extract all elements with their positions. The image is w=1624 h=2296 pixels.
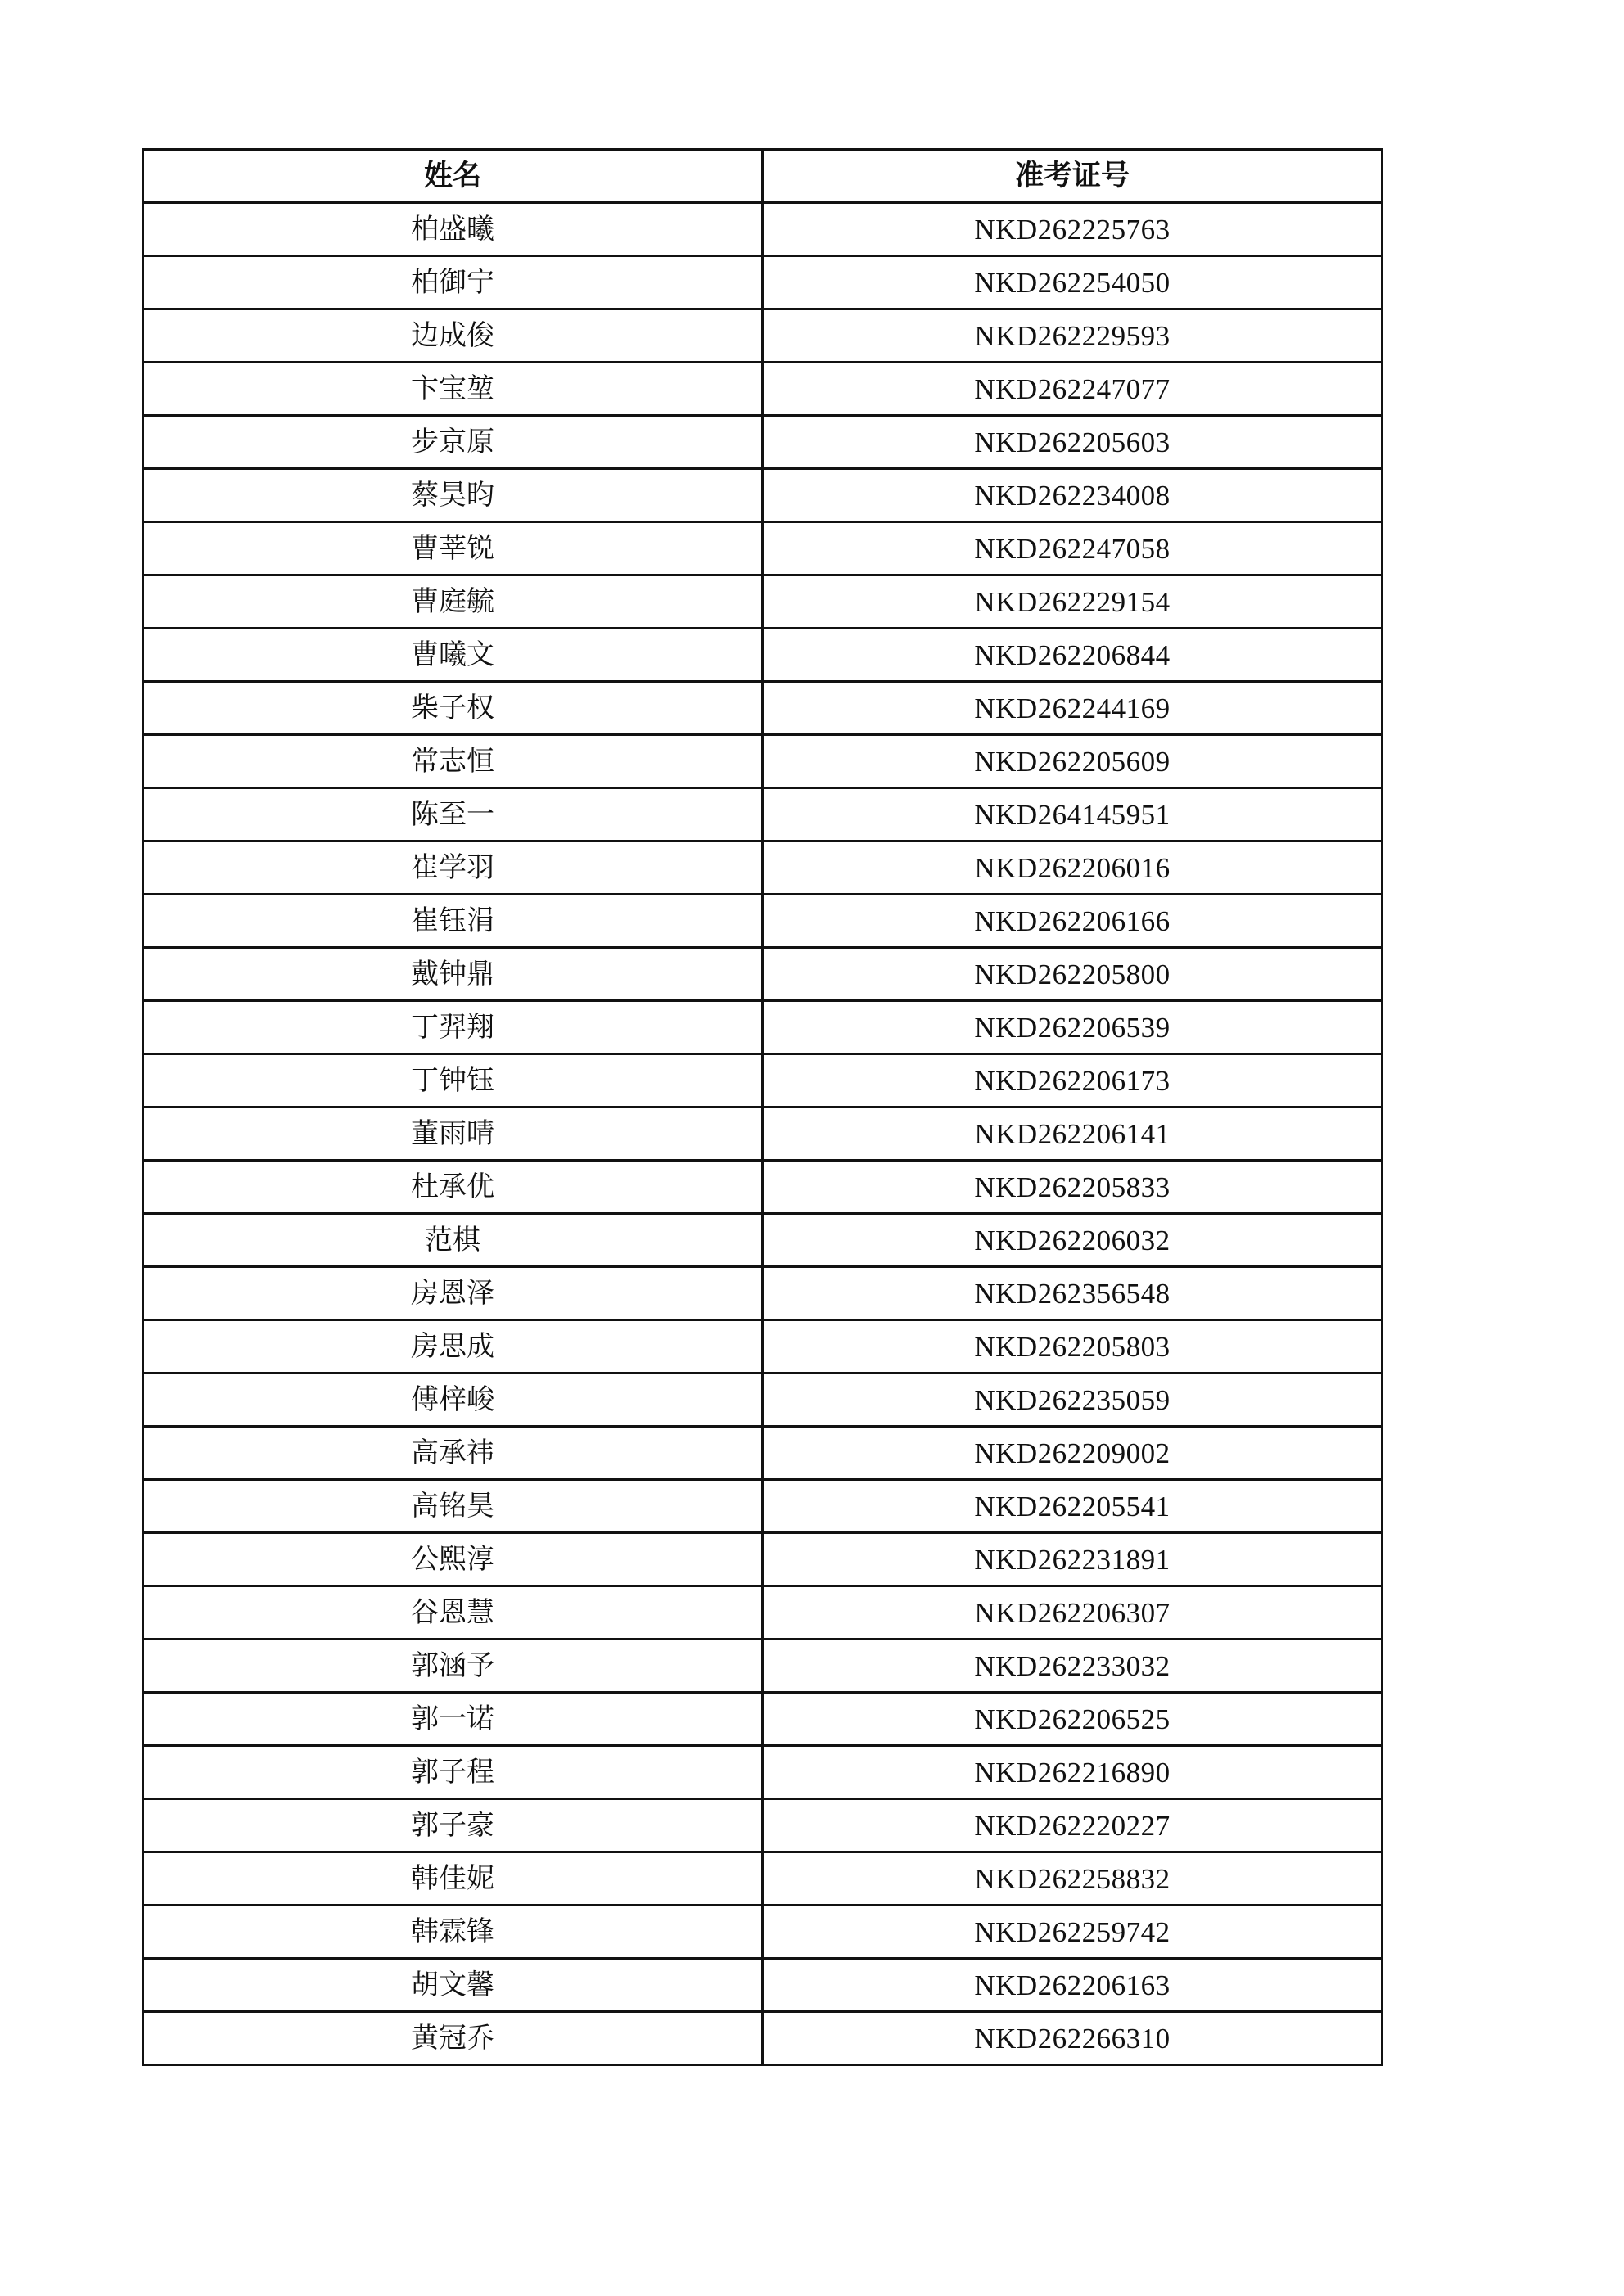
candidate-name: 郭子豪: [143, 1799, 763, 1852]
candidate-exam-id: NKD262229593: [763, 309, 1383, 363]
table-row: [143, 948, 1383, 1001]
table-row: [143, 522, 1383, 575]
candidate-exam-id: NKD262206141: [763, 1107, 1383, 1161]
candidate-name: 曹曦文: [143, 629, 763, 682]
candidate-exam-id: NKD262206844: [763, 629, 1383, 682]
candidate-name: 丁羿翔: [143, 1001, 763, 1054]
candidate-exam-id: NKD262205800: [763, 948, 1383, 1001]
table-row: [143, 841, 1383, 895]
candidate-exam-id: NKD262356548: [763, 1267, 1383, 1320]
candidate-name: 柴子权: [143, 682, 763, 735]
table-row: [143, 1959, 1383, 2012]
table-header-row: [143, 150, 1383, 203]
table-row: [143, 575, 1383, 629]
table-row: [143, 1746, 1383, 1799]
candidate-exam-id: NKD262216890: [763, 1746, 1383, 1799]
candidate-exam-id: NKD262205803: [763, 1320, 1383, 1374]
candidate-name: 韩佳妮: [143, 1852, 763, 1906]
candidate-name: 柏盛曦: [143, 203, 763, 256]
candidate-name: 谷恩慧: [143, 1586, 763, 1640]
candidate-exam-id: NKD262247077: [763, 363, 1383, 416]
candidate-exam-id: NKD262206173: [763, 1054, 1383, 1107]
candidate-exam-id: NKD262259742: [763, 1906, 1383, 1959]
candidate-name: 杜承优: [143, 1161, 763, 1214]
table-row: [143, 1214, 1383, 1267]
candidate-exam-id: NKD262206166: [763, 895, 1383, 948]
table-row: [143, 1852, 1383, 1906]
table-row: [143, 1480, 1383, 1533]
candidate-exam-id: NKD262225763: [763, 203, 1383, 256]
candidate-name: 公熙淳: [143, 1533, 763, 1586]
candidate-exam-id: NKD262254050: [763, 256, 1383, 309]
table-row: [143, 1586, 1383, 1640]
table-row: [143, 1267, 1383, 1320]
candidate-exam-id: NKD262209002: [763, 1427, 1383, 1480]
table-row: [143, 256, 1383, 309]
candidate-exam-id: NKD262266310: [763, 2012, 1383, 2065]
candidate-name: 步京原: [143, 416, 763, 469]
table-row: [143, 1320, 1383, 1374]
candidate-exam-id: NKD262205541: [763, 1480, 1383, 1533]
candidate-exam-id: NKD262205833: [763, 1161, 1383, 1214]
table-row: [143, 203, 1383, 256]
candidate-name: 范棋: [143, 1214, 763, 1267]
table-row: [143, 416, 1383, 469]
candidate-name: 卞宝堃: [143, 363, 763, 416]
candidate-exam-id: NKD264145951: [763, 788, 1383, 841]
table-row: [143, 1906, 1383, 1959]
table-row: [143, 1799, 1383, 1852]
candidate-exam-id: NKD262206525: [763, 1693, 1383, 1746]
table-row: [143, 1533, 1383, 1586]
candidate-name: 崔钰涓: [143, 895, 763, 948]
table-row: [143, 1374, 1383, 1427]
table-row: [143, 1107, 1383, 1161]
table-row: [143, 788, 1383, 841]
table-row: [143, 682, 1383, 735]
table-row: [143, 1640, 1383, 1693]
candidate-name: 高承祎: [143, 1427, 763, 1480]
candidate-name: 郭子程: [143, 1746, 763, 1799]
candidate-exam-id: NKD262244169: [763, 682, 1383, 735]
candidate-exam-id: NKD262206016: [763, 841, 1383, 895]
candidate-exam-id: NKD262258832: [763, 1852, 1383, 1906]
candidate-exam-id: NKD262206032: [763, 1214, 1383, 1267]
candidate-name: 柏御宁: [143, 256, 763, 309]
candidate-name: 黄冠乔: [143, 2012, 763, 2065]
candidate-name: 傅梓峻: [143, 1374, 763, 1427]
candidate-exam-id: NKD262229154: [763, 575, 1383, 629]
candidate-exam-id: NKD262206539: [763, 1001, 1383, 1054]
table-body: [143, 203, 1383, 2065]
candidate-name: 董雨晴: [143, 1107, 763, 1161]
table-row: [143, 469, 1383, 522]
table-row: [143, 363, 1383, 416]
candidate-exam-id: NKD262206163: [763, 1959, 1383, 2012]
candidate-name: 胡文馨: [143, 1959, 763, 2012]
candidate-exam-id: NKD262235059: [763, 1374, 1383, 1427]
table-row: [143, 735, 1383, 788]
candidate-exam-id: NKD262220227: [763, 1799, 1383, 1852]
candidate-exam-id: NKD262234008: [763, 469, 1383, 522]
candidate-name: 戴钟鼎: [143, 948, 763, 1001]
table-row: [143, 309, 1383, 363]
candidate-name: 陈至一: [143, 788, 763, 841]
candidate-name: 曹莘锐: [143, 522, 763, 575]
candidate-name: 郭涵予: [143, 1640, 763, 1693]
table-row: [143, 1427, 1383, 1480]
candidate-exam-id: NKD262247058: [763, 522, 1383, 575]
candidate-name: 崔学羽: [143, 841, 763, 895]
candidate-name: 曹庭毓: [143, 575, 763, 629]
header-name: 姓名: [143, 150, 763, 203]
candidate-exam-id: NKD262205609: [763, 735, 1383, 788]
table-row: [143, 1161, 1383, 1214]
candidate-name: 边成俊: [143, 309, 763, 363]
candidate-name: 高铭昊: [143, 1480, 763, 1533]
candidate-name: 丁钟钰: [143, 1054, 763, 1107]
candidate-name: 蔡昊昀: [143, 469, 763, 522]
header-exam-id: 准考证号: [763, 150, 1383, 203]
candidate-name: 郭一诺: [143, 1693, 763, 1746]
candidate-table: [142, 148, 1383, 2066]
table-row: [143, 2012, 1383, 2065]
candidate-exam-id: NKD262231891: [763, 1533, 1383, 1586]
candidate-name: 常志恒: [143, 735, 763, 788]
table-row: [143, 1001, 1383, 1054]
candidate-name: 房恩泽: [143, 1267, 763, 1320]
candidate-name: 房思成: [143, 1320, 763, 1374]
table-row: [143, 895, 1383, 948]
table-row: [143, 629, 1383, 682]
candidate-name: 韩霖锋: [143, 1906, 763, 1959]
table-row: [143, 1693, 1383, 1746]
candidate-exam-id: NKD262233032: [763, 1640, 1383, 1693]
table-row: [143, 1054, 1383, 1107]
candidate-exam-id: NKD262206307: [763, 1586, 1383, 1640]
candidate-exam-id: NKD262205603: [763, 416, 1383, 469]
